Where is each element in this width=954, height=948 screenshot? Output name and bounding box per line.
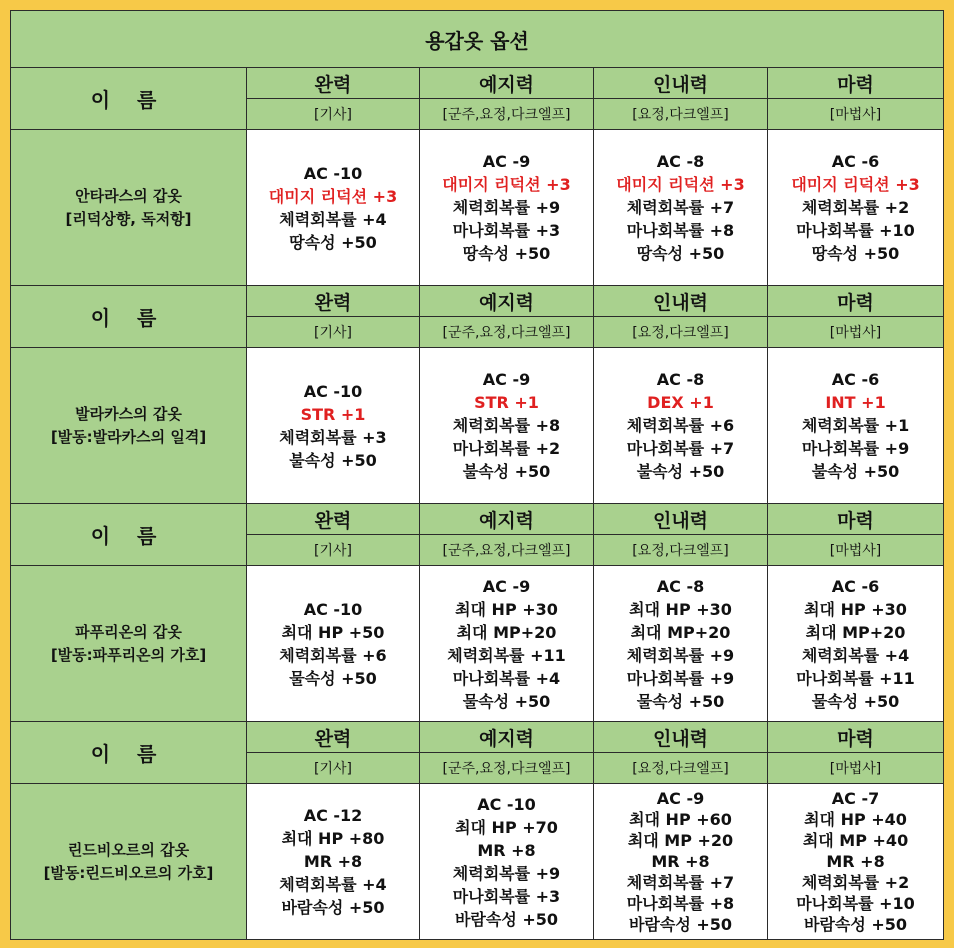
stat-line: 땅속성 +50 — [289, 232, 377, 252]
stat-line: AC -9 — [482, 576, 531, 596]
stat-line: 최대 HP +30 — [629, 599, 732, 619]
armor-effect: [발동:린드비오르의 가호] — [43, 863, 214, 882]
class-name-header: 인내력 — [594, 68, 768, 99]
stat-line: 체력회복률 +2 — [801, 873, 910, 892]
stat-line: AC -6 — [831, 152, 880, 171]
stat-line: 체력회복률 +9 — [626, 645, 735, 665]
stat-line: 마나회복률 +10 — [796, 894, 915, 913]
stat-cell — [247, 348, 420, 504]
armor-name-cell — [11, 784, 247, 940]
stat-line: 최대 HP +40 — [804, 810, 907, 829]
class-name-header: 예지력 — [420, 286, 594, 317]
class-requirement: [요정,다크엘프] — [594, 753, 768, 784]
class-name-header: 완력 — [247, 68, 420, 99]
stat-line: 체력회복률 +7 — [626, 198, 735, 217]
stat-line: 물속성 +50 — [462, 691, 551, 711]
stat-cell — [768, 784, 944, 940]
class-name-header: 예지력 — [420, 68, 594, 99]
stat-line: 최대 HP +70 — [455, 817, 558, 837]
stat-line: 땅속성 +50 — [636, 244, 725, 263]
stat-line: 체력회복률 +9 — [452, 198, 561, 217]
name-header: 이 름 — [11, 722, 247, 784]
class-name-header: 완력 — [247, 286, 420, 317]
name-header: 이 름 — [11, 286, 247, 348]
armor-name: 파푸리온의 갑옷 — [75, 622, 182, 641]
stat-line: 바람속성 +50 — [803, 915, 908, 934]
stat-line: 마나회복률 +10 — [796, 221, 915, 240]
class-requirement: [군주,요정,다크엘프] — [420, 99, 594, 130]
class-requirement: [군주,요정,다크엘프] — [420, 317, 594, 348]
stat-line: AC -8 — [656, 152, 705, 171]
stat-line: 체력회복률 +6 — [279, 645, 387, 665]
stat-line: 마나회복률 +4 — [452, 668, 561, 688]
stat-line: 최대 HP +60 — [629, 810, 732, 829]
stat-line: 체력회복률 +8 — [452, 416, 561, 435]
stat-line: 최대 HP +30 — [455, 599, 558, 619]
stat-line: 체력회복률 +2 — [801, 198, 910, 217]
class-name-header: 마력 — [768, 504, 944, 535]
class-requirement: [마법사] — [768, 753, 944, 784]
stat-line: AC -12 — [303, 806, 363, 825]
stat-line: 물속성 +50 — [636, 691, 725, 711]
armor-name: 안타라스의 갑옷 — [75, 186, 182, 205]
stat-cell — [420, 566, 594, 722]
special-stat: 대미지 리덕션 +3 — [268, 186, 398, 206]
stat-line: 땅속성 +50 — [462, 244, 551, 263]
stat-line: AC -8 — [656, 576, 705, 596]
stat-line: 체력회복률 +4 — [279, 209, 387, 229]
stat-line: 불속성 +50 — [289, 450, 377, 470]
stat-cell — [594, 566, 768, 722]
class-requirement: [마법사] — [768, 535, 944, 566]
class-name-header: 예지력 — [420, 504, 594, 535]
class-requirement: [군주,요정,다크엘프] — [420, 535, 594, 566]
armor-name: 린드비오르의 갑옷 — [67, 840, 190, 859]
stat-line: 바람속성 +50 — [628, 915, 733, 934]
class-name-header: 완력 — [247, 504, 420, 535]
stat-cell — [420, 130, 594, 286]
name-header: 이 름 — [11, 68, 247, 130]
armor-name: 발라카스의 갑옷 — [75, 404, 182, 423]
stat-line: 불속성 +50 — [811, 462, 900, 481]
stat-line: AC -10 — [303, 599, 363, 619]
stat-line: AC -10 — [303, 381, 363, 401]
stat-line: AC -9 — [482, 152, 531, 171]
class-requirement: [요정,다크엘프] — [594, 535, 768, 566]
stat-line: 체력회복률 +4 — [801, 645, 910, 665]
stat-line: 마나회복률 +3 — [452, 221, 561, 240]
table-title: 용갑옷 옵션 — [11, 11, 944, 68]
special-stat: STR +1 — [300, 404, 366, 424]
stat-line: 불속성 +50 — [636, 462, 725, 481]
special-stat: INT +1 — [825, 393, 886, 412]
special-stat: 대미지 리덕션 +3 — [791, 175, 920, 194]
stat-cell — [594, 130, 768, 286]
class-name-header: 인내력 — [594, 722, 768, 753]
stat-line: 최대 MP+20 — [456, 622, 557, 642]
stat-line: AC -6 — [831, 370, 880, 389]
stat-line: 최대 MP+20 — [805, 622, 906, 642]
stat-line: 마나회복률 +9 — [801, 439, 910, 458]
class-name-header: 인내력 — [594, 286, 768, 317]
stat-line: 마나회복률 +11 — [796, 668, 915, 688]
stat-line: 체력회복률 +1 — [801, 416, 910, 435]
class-requirement: [마법사] — [768, 99, 944, 130]
class-name-header: 마력 — [768, 722, 944, 753]
stat-line: MR +8 — [826, 852, 885, 871]
special-stat: 대미지 리덕션 +3 — [616, 175, 745, 194]
class-requirement: [요정,다크엘프] — [594, 99, 768, 130]
stat-line: 불속성 +50 — [462, 462, 551, 481]
stat-line: 최대 MP +40 — [802, 831, 909, 850]
class-requirement: [기사] — [247, 753, 420, 784]
stat-line: 물속성 +50 — [289, 668, 377, 688]
class-name-header: 마력 — [768, 286, 944, 317]
stat-line: 마나회복률 +2 — [452, 439, 561, 458]
stat-line: 최대 HP +50 — [281, 622, 385, 642]
class-requirement: [마법사] — [768, 317, 944, 348]
stat-cell — [768, 348, 944, 504]
class-requirement: [기사] — [247, 317, 420, 348]
stat-line: MR +8 — [303, 852, 363, 871]
stat-cell — [768, 566, 944, 722]
stat-cell — [420, 348, 594, 504]
armor-options-table — [10, 10, 944, 940]
special-stat: DEX +1 — [647, 393, 714, 412]
stat-line: 체력회복률 +11 — [447, 645, 566, 665]
stat-cell — [247, 130, 420, 286]
armor-effect: [발동:발라카스의 일격] — [50, 427, 207, 446]
stat-cell — [768, 130, 944, 286]
special-stat: 대미지 리덕션 +3 — [442, 175, 571, 194]
armor-name-cell — [11, 130, 247, 286]
stat-line: 마나회복률 +8 — [626, 221, 735, 240]
stat-line: AC -8 — [656, 370, 705, 389]
stat-line: 최대 MP +20 — [627, 831, 734, 850]
armor-name-cell — [11, 566, 247, 722]
stat-cell — [594, 348, 768, 504]
stat-cell — [247, 784, 420, 940]
class-name-header: 예지력 — [420, 722, 594, 753]
stat-line: MR +8 — [477, 840, 536, 860]
stat-cell — [594, 784, 768, 940]
stat-line: 체력회복률 +6 — [626, 416, 735, 435]
stat-line: 마나회복률 +7 — [626, 439, 735, 458]
armor-name-cell — [11, 348, 247, 504]
stat-line: 마나회복률 +8 — [626, 894, 735, 913]
class-requirement: [요정,다크엘프] — [594, 317, 768, 348]
stat-line: AC -7 — [831, 789, 880, 808]
stat-line: MR +8 — [651, 852, 710, 871]
class-requirement: [기사] — [247, 99, 420, 130]
stat-line: 최대 MP+20 — [630, 622, 731, 642]
stat-line: 체력회복률 +3 — [279, 427, 387, 447]
special-stat: STR +1 — [474, 393, 539, 412]
stat-line: 최대 HP +30 — [804, 599, 907, 619]
stat-line: 바람속성 +50 — [454, 909, 559, 929]
stat-line: 땅속성 +50 — [811, 244, 900, 263]
stat-line: 마나회복률 +3 — [452, 886, 561, 906]
stat-line: AC -9 — [482, 370, 531, 389]
class-name-header: 인내력 — [594, 504, 768, 535]
class-name-header: 완력 — [247, 722, 420, 753]
armor-effect: [발동:파푸리온의 가호] — [50, 645, 207, 664]
stat-line: 물속성 +50 — [811, 691, 900, 711]
stat-line: AC -10 — [303, 163, 363, 183]
name-header: 이 름 — [11, 504, 247, 566]
armor-effect: [리덕상향, 독저항] — [65, 209, 192, 228]
stat-cell — [247, 566, 420, 722]
stat-line: 마나회복률 +9 — [626, 668, 735, 688]
stat-line: AC -9 — [656, 789, 705, 808]
class-requirement: [기사] — [247, 535, 420, 566]
stat-cell — [420, 784, 594, 940]
class-requirement: [군주,요정,다크엘프] — [420, 753, 594, 784]
stat-line: AC -6 — [831, 576, 880, 596]
stat-line: 최대 HP +80 — [281, 829, 385, 848]
stat-line: 체력회복률 +4 — [279, 875, 387, 894]
stat-line: 바람속성 +50 — [281, 898, 385, 917]
stat-line: AC -10 — [477, 794, 536, 814]
stat-line: 체력회복률 +7 — [626, 873, 735, 892]
class-name-header: 마력 — [768, 68, 944, 99]
stat-line: 체력회복률 +9 — [452, 863, 561, 883]
